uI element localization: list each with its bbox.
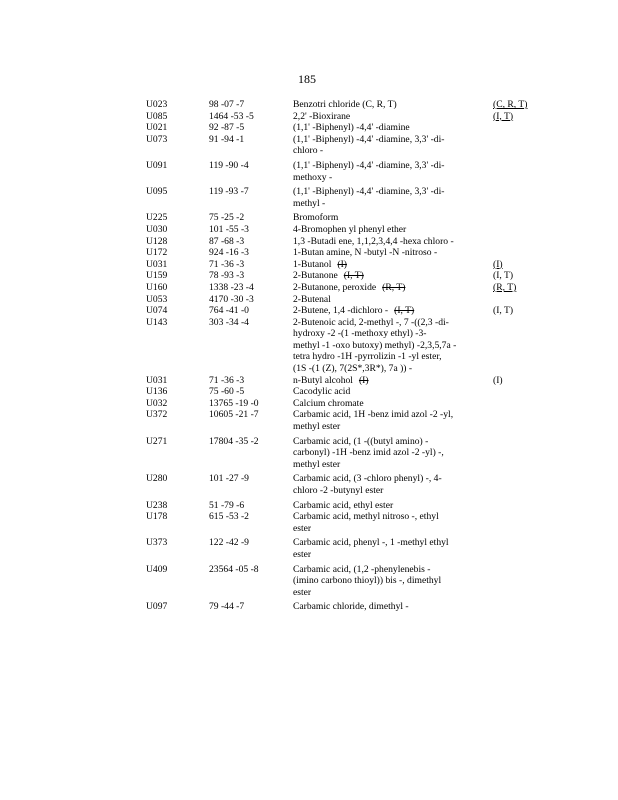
cas-number: 119 -90 -4 (209, 159, 249, 171)
cas-number: 71 -36 -3 (209, 258, 245, 270)
substance-name: Carbamic acid, (1,2 -phenylenebis - (imino carbono thioyl)) bis -, dimethyl ester (293, 563, 442, 598)
table-row (0, 122, 618, 134)
substance-name: (1,1' -Biphenyl) -4,4' -diamine, 3,3' -di- methoxy - (293, 159, 445, 183)
cas-number: 1464 -53 -5 (209, 110, 254, 122)
table-row (0, 317, 618, 375)
cas-number: 101 -55 -3 (209, 223, 249, 235)
cas-number: 13765 -19 -0 (209, 397, 259, 409)
hazard-code: (R, T) (493, 281, 517, 293)
cas-number: 91 -94 -1 (209, 133, 245, 145)
hazard-code: (I, T) (493, 110, 514, 122)
waste-code: U030 (146, 223, 168, 235)
cas-number: 1338 -23 -4 (209, 281, 254, 293)
cas-number: 98 -07 -7 (209, 99, 245, 110)
table-row (0, 386, 618, 398)
waste-code: U160 (146, 281, 168, 293)
table-row (0, 409, 618, 435)
hazard-code: (I, T) (493, 305, 514, 317)
waste-code: U225 (146, 212, 168, 224)
cas-number: 615 -53 -2 (209, 511, 249, 523)
waste-code: U271 (146, 435, 168, 447)
cas-number: 119 -93 -7 (209, 186, 249, 198)
table-row (0, 436, 618, 474)
table-row (0, 282, 618, 294)
cas-number: 4170 -30 -3 (209, 293, 254, 305)
waste-code: U073 (146, 133, 168, 145)
waste-code: U053 (146, 293, 168, 305)
struck-hazard-code: (I, T) (394, 305, 415, 317)
substance-name: n-Butyl alcohol (I) (293, 374, 369, 386)
hazard-code: (C, R, T) (493, 99, 528, 110)
table-row (0, 186, 618, 212)
waste-code: U095 (146, 186, 168, 198)
table-row (0, 134, 618, 160)
table-row (0, 236, 618, 248)
cas-number: 764 -41 -0 (209, 305, 249, 317)
hazard-code: (I) (493, 258, 503, 270)
substance-name: Carbamic chloride, dimethyl - (293, 601, 409, 613)
cas-number: 924 -16 -3 (209, 247, 249, 259)
substance-name: Carbamic acid, phenyl -, 1 -methyl ethyl ester (293, 537, 449, 561)
table-row (0, 473, 618, 499)
substance-name: Carbamic acid, (3 -chloro phenyl) -, 4- chloro -2 -butynyl ester (293, 473, 442, 497)
cas-number: 79 -44 -7 (209, 601, 245, 613)
substance-name: Benzotri chloride (C, R, T) (293, 99, 397, 110)
substance-name: (1,1' -Biphenyl) -4,4' -diamine, 3,3' -di- chloro - (293, 133, 445, 157)
substance-name: 1,3 -Butadi ene, 1,1,2,3,4,4 -hexa chloro - (293, 235, 454, 247)
substance-name: Carbamic acid, ethyl ester (293, 499, 394, 511)
table-row (0, 99, 618, 111)
substance-name: 2,2' -Bioxirane (293, 110, 351, 122)
cas-number: 122 -42 -9 (209, 537, 249, 549)
substance-name: Carbamic acid, 1H -benz imid azol -2 -yl, methyl ester (293, 409, 454, 433)
waste-code: U021 (146, 122, 168, 134)
waste-code: U097 (146, 601, 168, 613)
waste-code: U372 (146, 409, 168, 421)
table-row (0, 270, 618, 282)
substance-name: 1-Butan amine, N -butyl -N -nitroso - (293, 247, 438, 259)
substance-name: (1,1' -Biphenyl) -4,4' -diamine (293, 122, 410, 134)
waste-code: U031 (146, 258, 168, 270)
struck-hazard-code: (I) (358, 374, 369, 386)
waste-code: U136 (146, 386, 168, 398)
substance-name: Bromoform (293, 212, 339, 224)
substance-name: 2-Butanone, peroxide (R, T) (293, 281, 406, 293)
substance-name: (1,1' -Biphenyl) -4,4' -diamine, 3,3' -di- methyl - (293, 186, 445, 209)
substance-name: Calcium chromate (293, 397, 364, 409)
table-row (0, 160, 618, 186)
table-row (0, 259, 618, 271)
waste-code: U032 (146, 397, 168, 409)
table-row (0, 500, 618, 512)
table-row (0, 375, 618, 387)
hazard-code: (I, T) (493, 270, 514, 282)
table-row (0, 224, 618, 236)
table-row (0, 212, 618, 224)
waste-code: U238 (146, 499, 168, 511)
substance-name: 2-Butanone (I, T) (293, 270, 364, 282)
cas-number: 75 -25 -2 (209, 212, 245, 224)
cas-number: 101 -27 -9 (209, 473, 249, 485)
waste-code: U409 (146, 563, 168, 575)
substance-name: 2-Butenal (293, 293, 331, 305)
substance-name: 4-Bromophen yl phenyl ether (293, 223, 407, 235)
cas-number: 71 -36 -3 (209, 374, 245, 386)
substance-name: Carbamic acid, methyl nitroso -, ethyl ester (293, 511, 439, 534)
substance-name: Carbamic acid, (1 -((butyl amino) - carbonyl) -1H -benz imid azol -2 -yl) -, methyl ester (293, 435, 444, 470)
substance-name: 2-Butene, 1,4 -dichloro - (I, T) (293, 305, 415, 317)
substance-name: 2-Butenoic acid, 2-methyl -, 7 -((2,3 -di- hydroxy -2 -(1 -methoxy ethyl) -3- methyl -1 -oxo butoxy) methyl) -2,3,5,7a - tetra hydro -1H -pyrrolizin -1 -yl ester, (1S -(1 (Z), 7(2S*,3R*), 7a )) - (293, 316, 457, 375)
waste-code: U031 (146, 374, 168, 386)
table-row (0, 294, 618, 306)
waste-code: U143 (146, 316, 168, 328)
struck-hazard-code: (I) (337, 258, 347, 270)
hazardous-waste-table (0, 99, 618, 613)
table-row (0, 564, 618, 602)
cas-number: 78 -93 -3 (209, 270, 245, 282)
waste-code: U172 (146, 247, 168, 259)
table-row (0, 511, 618, 537)
hazard-code: (I) (493, 374, 503, 386)
cas-number: 10605 -21 -7 (209, 409, 259, 421)
waste-code: U373 (146, 537, 168, 549)
table-row (0, 601, 618, 613)
waste-code: U091 (146, 159, 168, 171)
cas-number: 17804 -35 -2 (209, 435, 259, 447)
cas-number: 303 -34 -4 (209, 316, 249, 328)
substance-name: 1-Butanol (I) (293, 258, 347, 270)
substance-name: Cacodylic acid (293, 386, 351, 398)
struck-hazard-code: (R, T) (382, 281, 406, 293)
table-row (0, 247, 618, 259)
waste-code: U085 (146, 110, 168, 122)
cas-number: 51 -79 -6 (209, 499, 245, 511)
cas-number: 87 -68 -3 (209, 235, 245, 247)
waste-code: U023 (146, 99, 168, 110)
waste-code: U178 (146, 511, 168, 523)
table-row (0, 305, 618, 317)
waste-code: U280 (146, 473, 168, 485)
cas-number: 23564 -05 -8 (209, 563, 259, 575)
struck-hazard-code: (I, T) (343, 270, 364, 282)
table-row (0, 537, 618, 563)
cas-number: 75 -60 -5 (209, 386, 245, 398)
waste-code: U159 (146, 270, 168, 282)
cas-number: 92 -87 -5 (209, 122, 245, 134)
table-row (0, 111, 618, 123)
table-row (0, 398, 618, 410)
waste-code: U128 (146, 235, 168, 247)
page-number: 185 (298, 72, 316, 86)
waste-code: U074 (146, 305, 168, 317)
